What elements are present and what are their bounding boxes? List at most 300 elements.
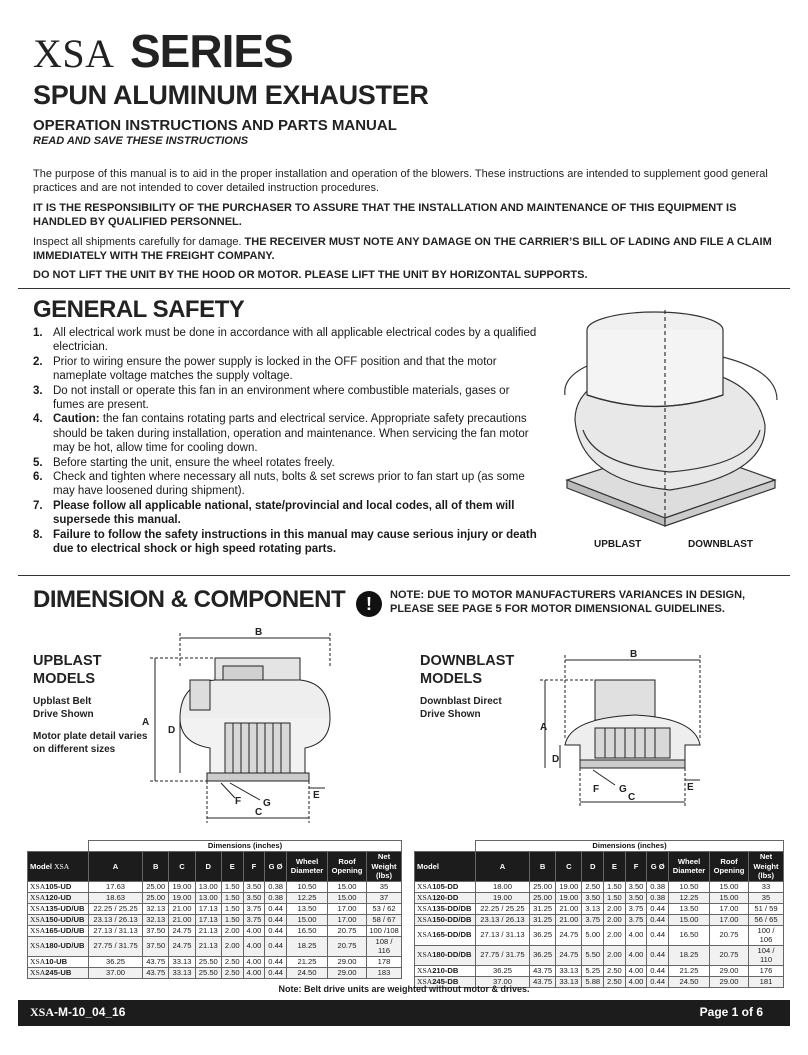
col-model bbox=[28, 852, 89, 882]
model-brand: XSA bbox=[417, 950, 433, 960]
col-roof: Roof Opening bbox=[328, 852, 367, 882]
dim-label-b: B bbox=[630, 650, 638, 660]
table-cell: 43.75 bbox=[143, 956, 169, 967]
table-cell: 3.50 bbox=[625, 881, 647, 892]
blank-cell bbox=[415, 841, 476, 852]
table-cell: 2.50 bbox=[604, 976, 626, 987]
item-text: All electrical work must be done in accordance with all applicable electrical codes by a qualified electrician. bbox=[53, 327, 537, 354]
col-f: F bbox=[243, 852, 265, 882]
table-cell: 1.50 bbox=[604, 881, 626, 892]
table-cell: 27.13 / 31.13 bbox=[89, 925, 143, 936]
table-cell: 17.00 bbox=[328, 914, 367, 925]
table-cell: 4.00 bbox=[243, 956, 265, 967]
upblast-desc: Upblast Belt bbox=[33, 696, 92, 707]
table-cell: 12.25 bbox=[287, 892, 328, 903]
table-cell: 5.88 bbox=[582, 976, 604, 987]
table-cell: 22.25 / 25.25 bbox=[476, 903, 530, 914]
table-cell: 17.63 bbox=[89, 881, 143, 892]
col-b: B bbox=[529, 852, 555, 882]
model-cell bbox=[415, 892, 476, 903]
model-code: 105-DD bbox=[432, 881, 459, 891]
manual-title: OPERATION INSTRUCTIONS AND PARTS MANUAL bbox=[33, 117, 397, 134]
item-number: 1. bbox=[33, 327, 43, 339]
model-cell bbox=[28, 903, 89, 914]
table-cell: 15.00 bbox=[328, 892, 367, 903]
model-code: 210-DB bbox=[432, 965, 459, 975]
table-cell: 19.00 bbox=[556, 881, 582, 892]
model-cell bbox=[415, 945, 476, 965]
model-brand: XSA bbox=[30, 941, 46, 951]
model-brand: XSA bbox=[417, 881, 433, 891]
safety-item bbox=[33, 470, 543, 499]
table-footnote: Note: Belt drive units are weighted without motor & drives. bbox=[278, 984, 530, 994]
dim-label-c: C bbox=[255, 807, 263, 818]
col-a: A bbox=[89, 852, 143, 882]
item-text: the fan contains rotating parts and electrical service. Appropriate safety precautions should be taken during installation, operation and maintenance. When servicing the fan motor may be hot, allow time for cooling down. bbox=[53, 413, 529, 455]
item-text: Before starting the unit, ensure the wheel rotates freely. bbox=[53, 456, 335, 469]
table-cell: 20.75 bbox=[328, 936, 367, 956]
table-cell: 27.75 / 31.75 bbox=[476, 945, 530, 965]
table-cell: 16.50 bbox=[669, 925, 710, 945]
item-text: Failure to follow the safety instructions in this manual may cause serious injury or death due to electrical shock or high speed rotating parts. bbox=[53, 528, 537, 556]
dim-label-f: F bbox=[593, 784, 600, 795]
table-row bbox=[28, 881, 402, 892]
responsibility-paragraph: IT IS THE RESPONSIBILITY OF THE PURCHASER TO ASSURE THAT THE INSTALLATION AND MAINTENANCE OF THIS EQUIPMENT IS HANDLED BY QUALIFIED PERSONNEL. bbox=[33, 202, 737, 228]
table-cell: 19.00 bbox=[169, 892, 195, 903]
model-code: 135-DD/DB bbox=[432, 903, 472, 913]
table-cell: 2.50 bbox=[582, 881, 604, 892]
downblast-dimensions-table bbox=[414, 840, 784, 988]
table-cell: 100 /108 bbox=[367, 925, 402, 936]
model-brand: XSA bbox=[30, 903, 46, 913]
dim-label-b: B bbox=[255, 628, 263, 638]
dim-label-c: C bbox=[628, 792, 636, 803]
table-row bbox=[415, 925, 784, 945]
table-cell: 21.00 bbox=[556, 903, 582, 914]
table-row bbox=[415, 965, 784, 976]
dim-label-a: A bbox=[142, 717, 150, 728]
table-cell: 31.25 bbox=[529, 903, 555, 914]
table-cell: 3.50 bbox=[243, 881, 265, 892]
table-cell: 20.75 bbox=[710, 925, 749, 945]
table-cell: 4.00 bbox=[625, 945, 647, 965]
model-brand: XSA bbox=[417, 976, 433, 986]
table-row bbox=[28, 925, 402, 936]
table-cell: 3.75 bbox=[243, 903, 265, 914]
model-brand: XSA bbox=[30, 881, 46, 891]
page-number: Page 1 of 6 bbox=[699, 1005, 763, 1019]
model-brand: XSA bbox=[30, 925, 46, 935]
table-row bbox=[415, 892, 784, 903]
table-cell: 16.50 bbox=[287, 925, 328, 936]
table-cell: 2.50 bbox=[221, 967, 243, 978]
warning-icon: ! bbox=[356, 591, 382, 617]
item-lead: Caution: bbox=[53, 413, 100, 426]
table-cell: 43.75 bbox=[529, 965, 555, 976]
table-cell: 3.75 bbox=[625, 903, 647, 914]
lift-warning: DO NOT LIFT THE UNIT BY THE HOOD OR MOTOR. PLEASE LIFT THE UNIT BY HORIZONTAL SUPPORTS. bbox=[33, 269, 588, 281]
downblast-desc: Drive Shown bbox=[420, 708, 481, 720]
upblast-desc: Drive Shown bbox=[33, 708, 94, 720]
table-row bbox=[415, 881, 784, 892]
table-cell: 15.00 bbox=[710, 881, 749, 892]
dim-label-d: D bbox=[552, 754, 560, 765]
safety-item bbox=[33, 412, 543, 455]
table-cell: 2.00 bbox=[221, 936, 243, 956]
table-row bbox=[415, 903, 784, 914]
table-cell: 0.44 bbox=[265, 903, 287, 914]
model-cell bbox=[415, 914, 476, 925]
table-cell: 25.00 bbox=[143, 881, 169, 892]
table-cell: 15.00 bbox=[669, 914, 710, 925]
model-cell bbox=[28, 892, 89, 903]
table-cell: 10.50 bbox=[287, 881, 328, 892]
model-brand: XSA bbox=[30, 892, 46, 902]
table-cell: 0.38 bbox=[265, 892, 287, 903]
table-cell: 15.00 bbox=[710, 892, 749, 903]
table-cell: 37.50 bbox=[143, 936, 169, 956]
table-cell: 37.00 bbox=[476, 976, 530, 987]
table-cell: 58 / 67 bbox=[367, 914, 402, 925]
model-cell bbox=[415, 881, 476, 892]
table-cell: 18.25 bbox=[287, 936, 328, 956]
table-cell: 53 / 62 bbox=[367, 903, 402, 914]
table-cell: 24.50 bbox=[287, 967, 328, 978]
divider bbox=[18, 575, 790, 576]
dim-label-e: E bbox=[313, 790, 320, 801]
table-row bbox=[28, 892, 402, 903]
table-cell: 104 / 110 bbox=[749, 945, 784, 965]
item-number: 3. bbox=[33, 384, 43, 397]
table-cell: 15.00 bbox=[287, 914, 328, 925]
table-cell: 27.13 / 31.13 bbox=[476, 925, 530, 945]
table-cell: 10.50 bbox=[669, 881, 710, 892]
model-code: 150-DD/DB bbox=[432, 914, 472, 924]
safety-list bbox=[33, 326, 543, 557]
table-cell: 17.13 bbox=[195, 914, 221, 925]
table-cell: 176 bbox=[749, 965, 784, 976]
table-row bbox=[28, 967, 402, 978]
table-cell: 36.25 bbox=[529, 945, 555, 965]
table-cell: 36.25 bbox=[89, 956, 143, 967]
item-text: Prior to wiring ensure the power supply is locked in the OFF position and that the motor nameplate voltage matches the supply voltage. bbox=[53, 355, 497, 383]
table-cell: 5.00 bbox=[582, 925, 604, 945]
table-cell: 56 / 65 bbox=[749, 914, 784, 925]
upblast-title: UPBLAST bbox=[33, 653, 102, 669]
divider bbox=[18, 288, 790, 289]
table-cell: 100 / 106 bbox=[749, 925, 784, 945]
model-cell bbox=[28, 914, 89, 925]
dim-label-f: F bbox=[235, 796, 242, 807]
dimension-heading: DIMENSION & COMPONENT bbox=[33, 586, 346, 613]
upblast-subtitle: MODELS bbox=[33, 671, 96, 687]
upblast-drawing bbox=[135, 628, 345, 828]
downblast-label: DOWNBLAST bbox=[688, 539, 753, 550]
read-save-note: READ AND SAVE THESE INSTRUCTIONS bbox=[33, 135, 249, 147]
table-cell: 0.44 bbox=[265, 925, 287, 936]
table-cell: 21.13 bbox=[195, 925, 221, 936]
inspect-plain: Inspect all shipments carefully for damage. bbox=[33, 236, 245, 248]
item-text: Do not install or operate this fan in an environment where combustible materials, gases or fumes are present. bbox=[53, 384, 510, 412]
table-cell: 35 bbox=[367, 881, 402, 892]
table-cell: 36.25 bbox=[529, 925, 555, 945]
table-cell: 17.00 bbox=[328, 903, 367, 914]
safety-item bbox=[33, 528, 543, 557]
table-cell: 23.13 / 26.13 bbox=[89, 914, 143, 925]
table-cell: 29.00 bbox=[710, 976, 749, 987]
item-number: 2. bbox=[33, 355, 43, 368]
safety-item bbox=[33, 456, 543, 470]
downblast-table-body bbox=[415, 881, 784, 987]
group-header: Dimensions (inches) bbox=[476, 841, 784, 852]
table-cell: 37 bbox=[367, 892, 402, 903]
table-cell: 183 bbox=[367, 967, 402, 978]
col-d: D bbox=[195, 852, 221, 882]
table-cell: 0.44 bbox=[647, 925, 669, 945]
col-e: E bbox=[604, 852, 626, 882]
dim-label-g: G bbox=[263, 798, 271, 809]
table-cell: 43.75 bbox=[529, 976, 555, 987]
table-cell: 4.00 bbox=[625, 965, 647, 976]
fan-illustration bbox=[555, 300, 790, 540]
table-cell: 33.13 bbox=[169, 967, 195, 978]
col-wheel: Wheel Diameter bbox=[669, 852, 710, 882]
table-cell: 15.00 bbox=[328, 881, 367, 892]
table-cell: 18.25 bbox=[669, 945, 710, 965]
item-number: 4. bbox=[33, 413, 43, 426]
table-row bbox=[28, 956, 402, 967]
table-cell: 25.00 bbox=[143, 892, 169, 903]
table-row bbox=[28, 903, 402, 914]
brand: XSA bbox=[54, 861, 70, 871]
table-cell: 24.75 bbox=[169, 936, 195, 956]
table-cell: 21.25 bbox=[287, 956, 328, 967]
table-cell: 0.44 bbox=[265, 914, 287, 925]
col-b: B bbox=[143, 852, 169, 882]
table-cell: 3.75 bbox=[625, 914, 647, 925]
model-cell bbox=[28, 881, 89, 892]
inspect-paragraph bbox=[33, 235, 775, 263]
model-brand: XSA bbox=[30, 956, 46, 966]
table-cell: 13.00 bbox=[195, 892, 221, 903]
model-brand: XSA bbox=[417, 892, 433, 902]
table-cell: 13.50 bbox=[287, 903, 328, 914]
document-code bbox=[30, 1005, 125, 1020]
group-header: Dimensions (inches) bbox=[89, 841, 402, 852]
table-cell: 25.00 bbox=[529, 892, 555, 903]
col-f: F bbox=[625, 852, 647, 882]
table-cell: 4.00 bbox=[243, 967, 265, 978]
table-cell: 0.44 bbox=[647, 965, 669, 976]
table-cell: 29.00 bbox=[710, 965, 749, 976]
table-cell: 32.13 bbox=[143, 903, 169, 914]
table-cell: 33 bbox=[749, 881, 784, 892]
table-cell: 21.13 bbox=[195, 936, 221, 956]
table-cell: 18.63 bbox=[89, 892, 143, 903]
table-cell: 20.75 bbox=[710, 945, 749, 965]
table-cell: 24.75 bbox=[556, 925, 582, 945]
upblast-table-body bbox=[28, 881, 402, 978]
table-cell: 1.50 bbox=[604, 892, 626, 903]
downblast-desc: Downblast Direct bbox=[420, 696, 502, 707]
table-cell: 25.50 bbox=[195, 956, 221, 967]
table-cell: 4.00 bbox=[625, 925, 647, 945]
model-cell bbox=[28, 936, 89, 956]
model-brand: XSA bbox=[417, 930, 433, 940]
col-roof: Roof Opening bbox=[710, 852, 749, 882]
table-cell: 21.25 bbox=[669, 965, 710, 976]
table-cell: 13.00 bbox=[195, 881, 221, 892]
model-cell bbox=[415, 903, 476, 914]
dim-label-g: G bbox=[619, 784, 627, 795]
col-weight: Net Weight (lbs) bbox=[367, 852, 402, 882]
model-brand: XSA bbox=[30, 967, 46, 977]
table-cell: 1.50 bbox=[221, 903, 243, 914]
col-label: Model bbox=[30, 861, 52, 871]
col-g: G Ø bbox=[265, 852, 287, 882]
safety-item bbox=[33, 355, 543, 384]
downblast-subtitle: MODELS bbox=[420, 671, 483, 687]
upblast-dimensions-table bbox=[27, 840, 402, 979]
col-a: A bbox=[476, 852, 530, 882]
table-cell: 0.44 bbox=[647, 914, 669, 925]
doc-brand: XSA bbox=[30, 1005, 55, 1019]
table-cell: 24.75 bbox=[556, 945, 582, 965]
table-cell: 2.50 bbox=[221, 956, 243, 967]
table-cell: 4.00 bbox=[243, 925, 265, 936]
table-cell: 4.00 bbox=[625, 976, 647, 987]
table-cell: 1.50 bbox=[221, 914, 243, 925]
table-cell: 2.50 bbox=[604, 965, 626, 976]
table-cell: 33.13 bbox=[556, 976, 582, 987]
table-cell: 1.50 bbox=[221, 892, 243, 903]
table-cell: 2.00 bbox=[221, 925, 243, 936]
table-cell: 0.38 bbox=[647, 881, 669, 892]
table-cell: 3.75 bbox=[582, 914, 604, 925]
table-cell: 17.13 bbox=[195, 903, 221, 914]
table-cell: 17.00 bbox=[710, 914, 749, 925]
col-c: C bbox=[556, 852, 582, 882]
downblast-title: DOWNBLAST bbox=[420, 653, 515, 669]
table-row bbox=[28, 914, 402, 925]
model-code: 150-UD/UB bbox=[45, 914, 85, 924]
table-cell: 2.00 bbox=[604, 925, 626, 945]
table-cell: 5.25 bbox=[582, 965, 604, 976]
table-cell: 0.38 bbox=[647, 892, 669, 903]
table-cell: 0.44 bbox=[647, 945, 669, 965]
table-cell: 21.00 bbox=[169, 903, 195, 914]
model-code: 180-UD/UB bbox=[45, 941, 85, 951]
model-code: 10-UB bbox=[45, 956, 68, 966]
model-brand: XSA bbox=[417, 965, 433, 975]
model-code: 245-DB bbox=[432, 976, 459, 986]
upblast-desc: on different sizes bbox=[33, 743, 116, 755]
table-cell: 24.50 bbox=[669, 976, 710, 987]
model-code: 120-UD bbox=[45, 892, 72, 902]
downblast-drawing bbox=[535, 650, 710, 810]
dim-label-d: D bbox=[168, 725, 176, 736]
item-number: 7. bbox=[33, 499, 43, 512]
safety-item bbox=[33, 499, 543, 528]
table-cell: 21.00 bbox=[556, 914, 582, 925]
table-cell: 22.25 / 25.25 bbox=[89, 903, 143, 914]
table-cell: 33.13 bbox=[169, 956, 195, 967]
table-row bbox=[415, 914, 784, 925]
table-cell: 3.50 bbox=[625, 892, 647, 903]
table-cell: 23.13 / 26.13 bbox=[476, 914, 530, 925]
table-cell: 25.50 bbox=[195, 967, 221, 978]
table-cell: 0.44 bbox=[265, 967, 287, 978]
item-text: Please follow all applicable national, state/provincial and local codes, all of them will supersede this manual. bbox=[53, 499, 515, 527]
model-brand: XSA bbox=[30, 914, 46, 924]
model-code: 135-UD/UB bbox=[45, 903, 85, 913]
table-cell: 19.00 bbox=[556, 892, 582, 903]
model-brand: XSA bbox=[417, 903, 433, 913]
footer-bar bbox=[18, 1000, 790, 1026]
table-cell: 108 / 116 bbox=[367, 936, 402, 956]
item-number: 5. bbox=[33, 456, 43, 469]
table-cell: 1.50 bbox=[221, 881, 243, 892]
safety-item bbox=[33, 384, 543, 413]
model-cell bbox=[28, 967, 89, 978]
col-d: D bbox=[582, 852, 604, 882]
item-number: 6. bbox=[33, 471, 43, 484]
safety-heading: GENERAL SAFETY bbox=[33, 296, 245, 323]
table-cell: 29.00 bbox=[328, 967, 367, 978]
table-cell: 19.00 bbox=[476, 892, 530, 903]
model-cell bbox=[415, 925, 476, 945]
table-cell: 5.50 bbox=[582, 945, 604, 965]
table-cell: 13.50 bbox=[669, 903, 710, 914]
table-cell: 12.25 bbox=[669, 892, 710, 903]
col-weight: Net Weight (lbs) bbox=[749, 852, 784, 882]
table-cell: 18.00 bbox=[476, 881, 530, 892]
downblast-models-block bbox=[420, 652, 514, 721]
table-cell: 0.44 bbox=[647, 976, 669, 987]
table-cell: 3.50 bbox=[243, 892, 265, 903]
model-code: 120-DD bbox=[432, 892, 459, 902]
table-cell: 35 bbox=[749, 892, 784, 903]
table-cell: 3.50 bbox=[582, 892, 604, 903]
table-cell: 2.00 bbox=[604, 914, 626, 925]
table-cell: 24.75 bbox=[169, 925, 195, 936]
inspect-bold: THE RECEIVER MUST NOTE ANY DAMAGE ON THE CARRIER’S BILL OF LADING AND FILE A CLAIM IMMEDIATELY WITH THE FREIGHT COMPANY. bbox=[33, 236, 772, 262]
model-code: 165-UD/UB bbox=[45, 925, 85, 935]
upblast-models-block bbox=[33, 652, 150, 756]
motor-note: NOTE: DUE TO MOTOR MANUFACTURERS VARIANCES IN DESIGN, PLEASE SEE PAGE 5 FOR MOTOR DIMENSIONAL GUIDELINES. bbox=[390, 589, 746, 615]
model-code: 245-UB bbox=[45, 967, 72, 977]
col-c: C bbox=[169, 852, 195, 882]
dim-label-e: E bbox=[687, 782, 694, 793]
col-model: Model bbox=[415, 852, 476, 882]
table-cell: 25.00 bbox=[529, 881, 555, 892]
table-cell: 51 / 59 bbox=[749, 903, 784, 914]
model-code: 165-DD/DB bbox=[432, 930, 472, 940]
table-cell: 20.75 bbox=[328, 925, 367, 936]
table-cell: 0.44 bbox=[265, 956, 287, 967]
table-cell: 19.00 bbox=[169, 881, 195, 892]
table-cell: 4.00 bbox=[243, 936, 265, 956]
table-cell: 17.00 bbox=[710, 903, 749, 914]
table-cell: 36.25 bbox=[476, 965, 530, 976]
table-cell: 27.75 / 31.75 bbox=[89, 936, 143, 956]
table-cell: 29.00 bbox=[328, 956, 367, 967]
series-title: SERIES bbox=[130, 25, 293, 77]
intro-paragraph: The purpose of this manual is to aid in the proper installation and operation of the blowers. These instructions are intended to supplement good general practices and are not intended to cover detailed instruction procedures. bbox=[33, 168, 768, 194]
table-cell: 181 bbox=[749, 976, 784, 987]
table-cell: 32.13 bbox=[143, 914, 169, 925]
upblast-desc: Motor plate detail varies bbox=[33, 731, 148, 742]
